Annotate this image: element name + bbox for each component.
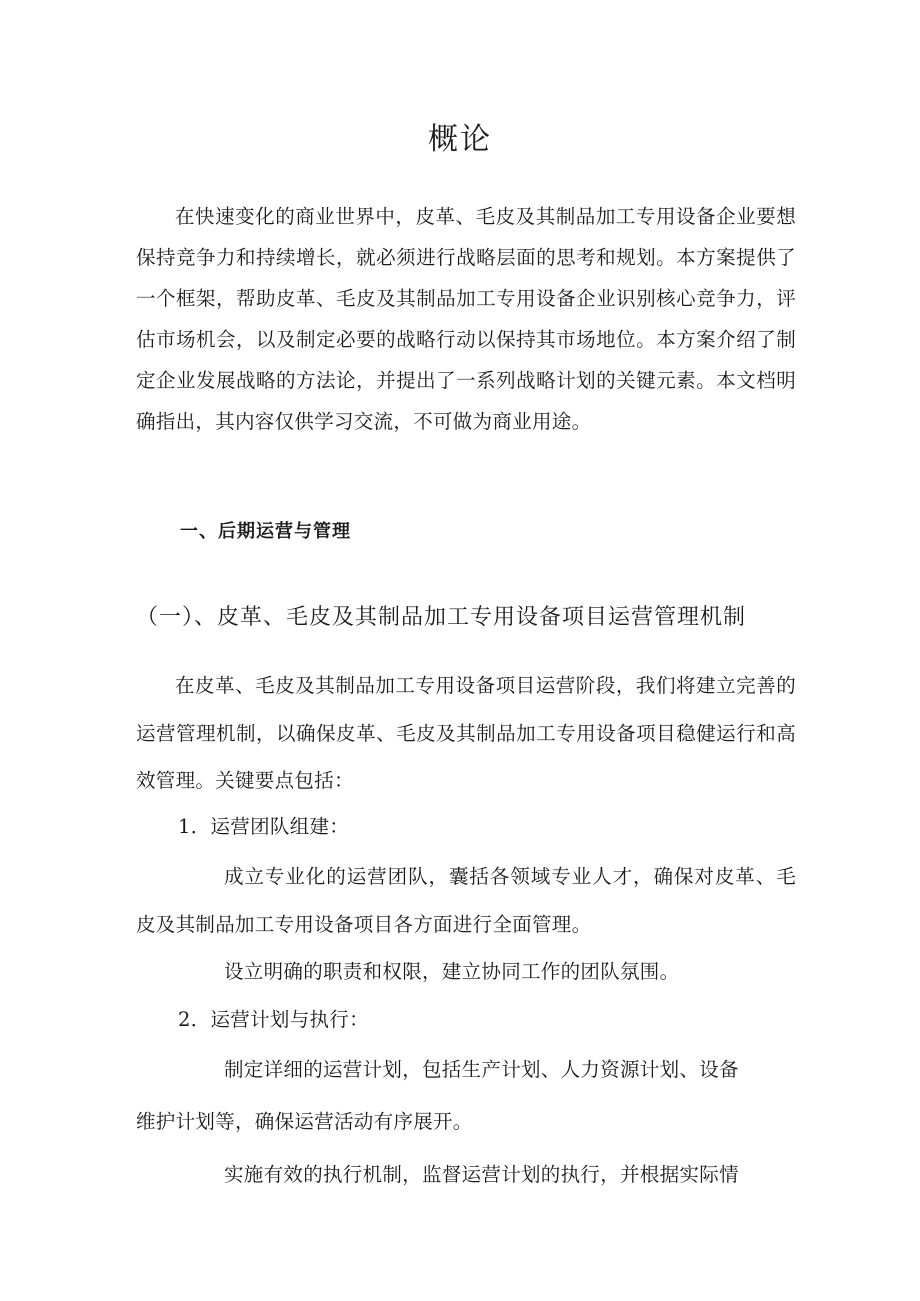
item-2-heading: 2．运营计划与执行： [178, 1008, 369, 1031]
item-1-point-1: 成立专业化的运营团队，囊括各领域专业人才，确保对皮革、毛皮及其制品加工专用设备项目各方面进行全面管理。 [136, 865, 796, 936]
intro-paragraph: 在快速变化的商业世界中，皮革、毛皮及其制品加工专用设备企业要想保持竞争力和持续增长，就必须进行战略层面的思考和规划。本方案提供了一个框架，帮助皮革、毛皮及其制品加工专用设备企业识别核心竞争力，评估市场机会，以及制定必要的战略行动以保持其市场地位。本方案介绍了制定企业发展战略的方法论，并提出了一系列战略计划的关键元素。本文档明确指出，其内容仅供学习交流，不可做为商业用途。 [136, 205, 796, 433]
subsection-heading: （一）、皮革、毛皮及其制品加工专用设备项目运营管理机制 [136, 605, 747, 630]
item-2-point-2-line-1: 实施有效的执行机制，监督运营计划的执行，并根据实际情 [224, 1163, 739, 1186]
subsection-paragraph: 在皮革、毛皮及其制品加工专用设备项目运营阶段，我们将建立完善的运营管理机制，以确保皮革、毛皮及其制品加工专用设备项目稳健运行和高效管理。关键要点包括： [136, 674, 796, 792]
section-heading: 一、后期运营与管理 [180, 521, 351, 542]
item-2-point-1-line-2: 维护计划等，确保运营活动有序展开。 [136, 1110, 473, 1133]
item-1-heading: 1．运营团队组建： [178, 815, 350, 838]
item-1-point-2: 设立明确的职责和权限，建立协同工作的团队氛围。 [224, 960, 680, 983]
item-2-point-1-line-1: 制定详细的运营计划，包括生产计划、人力资源计划、设备 [224, 1058, 739, 1081]
document-title: 概论 [428, 122, 492, 157]
